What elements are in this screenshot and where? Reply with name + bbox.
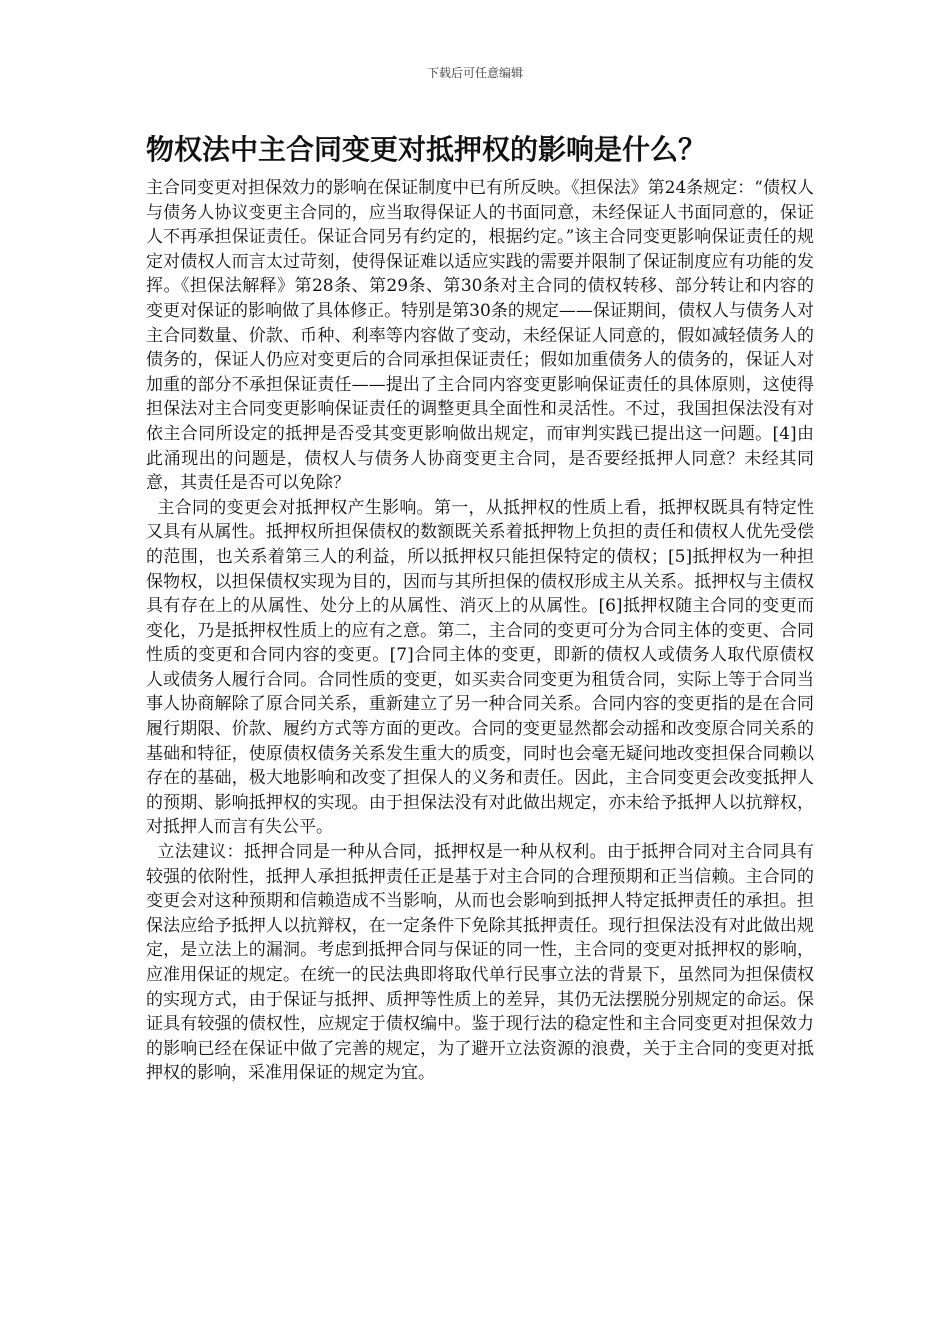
paragraph-mortgage-impact: 主合同的变更会对抵押权产生影响。第一，从抵押权的性质上看，抵押权既具有特定性又具有从属性。抵押权所担保债权的数额既关系着抵押物上负担的责任和债权人优先受偿的范围，也关系着第三人的利益，所以抵押权只能担保特定的债权；[5]抵押权为一种担保物权，以担保债权实现为目的，因而与其所担保的债权形成主从关系。抵押权与主债权具有存在上的从属性、处分上的从属性、消灭上的从属性。[6]抵押权随主合同的变更而变化，乃是抵押权性质上的应有之意。第二，主合同的变更可分为合同主体的变更、合同性质的变更和合同内容的变更。[7]合同主体的变更，即新的债权人或债务人取代原债权人或债务人履行合同。合同性质的变更，如买卖合同变更为租赁合同，实际上等于合同当事人协商解除了原合同关系，重新建立了另一种合同关系。合同内容的变更指的是在合同履行期限、价款、履约方式等方面的更改。合同的变更显然都会动摇和改变原合同关系的基础和特征，使原债权债务关系发生重大的质变，同时也会毫无疑问地改变担保合同赖以存在的基础，极大地影响和改变了担保人的义务和责任。因此，主合同变更会改变抵押人的预期、影响抵押权的实现。由于担保法没有对此做出规定，亦未给予抵押人以抗辩权，对抵押人而言有失公平。 [146,497,814,838]
document-title: 物权法中主合同变更对抵押权的影响是什么？ [146,133,707,166]
paragraph-guarantee-background: 主合同变更对担保效力的影响在保证制度中已有所反映。《担保法》第24条规定：“债权人与债务人协议变更主合同的，应当取得保证人的书面同意，未经保证人书面同意的，保证人不再承担保证责任。保证合同另有约定的，根据约定。”该主合同变更影响保证责任的规定对债权人而言太过苛刻，使得保证难以适应实践的需要并限制了保证制度应有功能的发挥。《担保法解释》第28条、第29条、第30条对主合同的债权转移、部分转让和内容的变更对保证的影响做了具体修正。特别是第30条的规定——保证期间，债权人与债务人对主合同数量、价款、币种、利率等内容做了变动，未经保证人同意的，假如减轻债务人的债务的，保证人仍应对变更后的合同承担保证责任；假如加重债务人的债务的，保证人对加重的部分不承担保证责任——提出了主合同内容变更影响保证责任的具体原则，这使得担保法对主合同变更影响保证责任的调整更具全面性和灵活性。不过，我国担保法没有对依主合同所设定的抵押是否受其变更影响做出规定，而审判实践已提出这一问题。[4]由此涌现出的问题是，债权人与债务人协商变更主合同，是否要经抵押人同意？未经其同意，其责任是否可以免除？ [146,178,814,494]
document-body [146,176,814,1086]
paragraph-legislative-suggestion: 立法建议：抵押合同是一种从合同，抵押权是一种从权利。由于抵押合同对主合同具有较强的依附性，抵押人承担抵押责任正是基于对主合同的合理预期和正当信赖。主合同的变更会对这种预期和信赖造成不当影响，从而也会影响到抵押人特定抵押责任的承担。担保法应给予抵押人以抗辩权，在一定条件下免除其抵押责任。现行担保法没有对此做出规定，是立法上的漏洞。考虑到抵押合同与保证的同一性，主合同的变更对抵押权的影响，应准用保证的规定。在统一的民法典即将取代单行民事立法的背景下，虽然同为担保债权的实现方式，由于保证与抵押、质押等性质上的差异，其仍无法摆脱分别规定的命运。保证具有较强的债权性，应规定于债权编中。鉴于现行法的稳定性和主合同变更对担保效力的影响已经在保证中做了完善的规定，为了避开立法资源的浪费，关于主合同的变更对抵押权的影响，采准用保证的规定为宜。 [146,842,814,1084]
page-header-note: 下载后可任意编辑 [426,66,523,80]
